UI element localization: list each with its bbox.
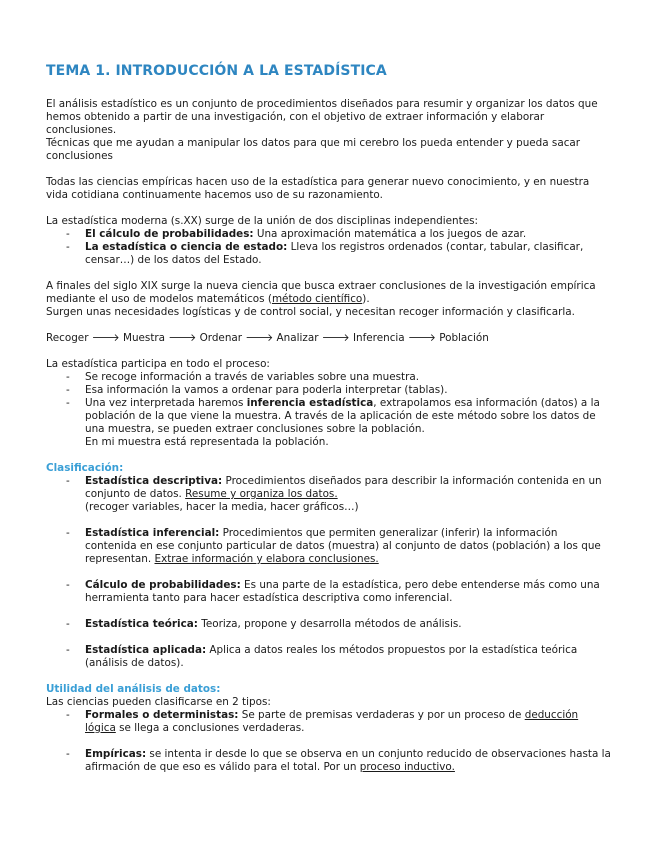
- flow-step: Muestra: [122, 332, 166, 344]
- utilidad-list: [46, 709, 611, 774]
- definition: Teoriza, propone y desarrolla métodos de análisis.: [197, 618, 462, 630]
- list-item: [85, 228, 611, 241]
- term: Estadística inferencial:: [85, 527, 220, 539]
- note: (recoger variables, hacer la media, hacer gráficos…): [85, 501, 359, 513]
- term: inferencia estadística: [246, 397, 374, 409]
- origin-list: [46, 228, 611, 267]
- term: Formales o deterministas:: [85, 709, 239, 721]
- xix-paragraph: [46, 280, 611, 306]
- arrow-right-icon: 🡒: [245, 332, 274, 344]
- definition: se intenta ir desde lo que se observa en un conjunto reducido de observaciones hasta la afirmación de que eso es válido para el total. Por un: [85, 748, 611, 773]
- spacer: [46, 345, 611, 358]
- underlined-phrase: proceso inductivo.: [359, 761, 455, 773]
- arrow-right-icon: 🡒: [91, 332, 120, 344]
- definition: Aplica a datos reales los métodos propuestos por la estadística teórica (análisis de datos).: [85, 644, 578, 669]
- term: La estadística o ciencia de estado:: [85, 241, 288, 253]
- text: , extrapolamos esa información (datos) a la población de la que viene la muestra. A través de la aplicación de este método sobre los datos de una muestra, se pueden extraer conclusiones sobre la población.: [85, 397, 600, 435]
- definition: Lleva los registros ordenados (contar, tabular, clasificar, censar…) de los datos del Estado.: [85, 241, 584, 266]
- term: Estadística aplicada:: [85, 644, 207, 656]
- intro-paragraph-2: Técnicas que me ayudan a manipular los datos para que mi cerebro los pueda entender y pueda sacar conclusiones: [46, 137, 581, 162]
- section-title-clasificacion: Clasificación:: [46, 462, 124, 474]
- arrow-right-icon: 🡒: [168, 332, 197, 344]
- origin-lead: La estadística moderna (s.XX) surge de la unión de dos disciplinas independientes:: [46, 215, 479, 227]
- term: Estadística teórica:: [85, 618, 198, 630]
- definition: Procedimientos que permiten generalizar (inferir) la información contenida en ese conjunto particular de datos (muestra) al conjunto de datos (población) a los que representan.: [85, 527, 601, 565]
- underlined-phrase: deducción lógica: [85, 709, 579, 734]
- list-item: [85, 618, 611, 631]
- list-item: [85, 241, 611, 267]
- flow-step: Inferencia: [352, 332, 405, 344]
- spacer: [46, 449, 611, 462]
- text: A finales del siglo XIX surge la nueva ciencia que busca extraer conclusiones de la investigación empírica mediante el uso de modelos matemáticos (: [46, 280, 596, 305]
- section-title-utilidad: Utilidad del análisis de datos:: [46, 683, 221, 695]
- spacer: [46, 163, 611, 176]
- list-item: [85, 475, 611, 514]
- list-item: [85, 748, 611, 774]
- list-item: [85, 397, 611, 449]
- process-lead: La estadística participa en todo el proceso:: [46, 358, 270, 370]
- arrow-right-icon: 🡒: [321, 332, 350, 344]
- page-title: TEMA 1. INTRODUCCIÓN A LA ESTADÍSTICA: [46, 63, 387, 79]
- spacer: [46, 267, 611, 280]
- list-item: [85, 709, 611, 735]
- text: ).: [362, 293, 370, 305]
- flow-step: Ordenar: [199, 332, 243, 344]
- needs-paragraph: Surgen unas necesidades logísticas y de control social, y necesitan recoger información y clasificarla.: [46, 306, 575, 318]
- clasificacion-list: [46, 475, 611, 670]
- text: Una vez interpretada haremos: [85, 397, 247, 409]
- definition: Una aproximación matemática a los juegos de azar.: [253, 228, 527, 240]
- flow-step: Población: [439, 332, 489, 344]
- flow-step: Analizar: [276, 332, 319, 344]
- intro-paragraph: El análisis estadístico es un conjunto de procedimientos diseñados para resumir y organizar los datos que hemos obtenido a partir de una investigación, con el objetivo de extraer información y elaborar conclusiones.: [46, 98, 598, 136]
- list-item: - Se recoge información a través de variables sobre una muestra.: [85, 371, 611, 384]
- list-item: [85, 579, 611, 605]
- underlined-phrase: Resume y organiza los datos.: [185, 488, 338, 500]
- empirical-paragraph: Todas las ciencias empíricas hacen uso de la estadística para generar nuevo conocimiento, y en nuestra vida cotidiana continuamente hacemos uso de su razonamiento.: [46, 176, 590, 201]
- definition: Es una parte de la estadística, pero debe entenderse más como una herramienta tanto para hacer estadística descriptiva como inferencial.: [85, 579, 600, 604]
- spacer: [46, 319, 611, 332]
- list-item: [85, 644, 611, 670]
- list-item: - Esa información la vamos a ordenar para poderla interpretar (tablas).: [85, 384, 611, 397]
- utilidad-lead: Las ciencias pueden clasificarse en 2 tipos:: [46, 696, 271, 708]
- term: Empíricas:: [85, 748, 147, 760]
- process-list: [46, 371, 611, 449]
- list-item: [85, 527, 611, 566]
- definition: Procedimientos diseñados para describir la información contenida en un conjunto de datos.: [85, 475, 602, 500]
- term: El cálculo de probabilidades:: [85, 228, 254, 240]
- term: Estadística descriptiva:: [85, 475, 223, 487]
- definition: Se parte de premisas verdaderas y por un proceso de: [238, 709, 525, 721]
- underlined-phrase: Extrae información y elabora conclusiones.: [154, 553, 379, 565]
- process-flow: [46, 332, 611, 345]
- spacer: [46, 670, 611, 683]
- arrow-right-icon: 🡒: [408, 332, 436, 344]
- spacer: [46, 202, 611, 215]
- text: En mi muestra está representada la población.: [85, 436, 329, 448]
- definition: se llega a conclusiones verdaderas.: [115, 722, 305, 734]
- metodo-cientifico-link: método científico: [271, 293, 363, 305]
- flow-step: Recoger: [46, 332, 89, 344]
- term: Cálculo de probabilidades:: [85, 579, 241, 591]
